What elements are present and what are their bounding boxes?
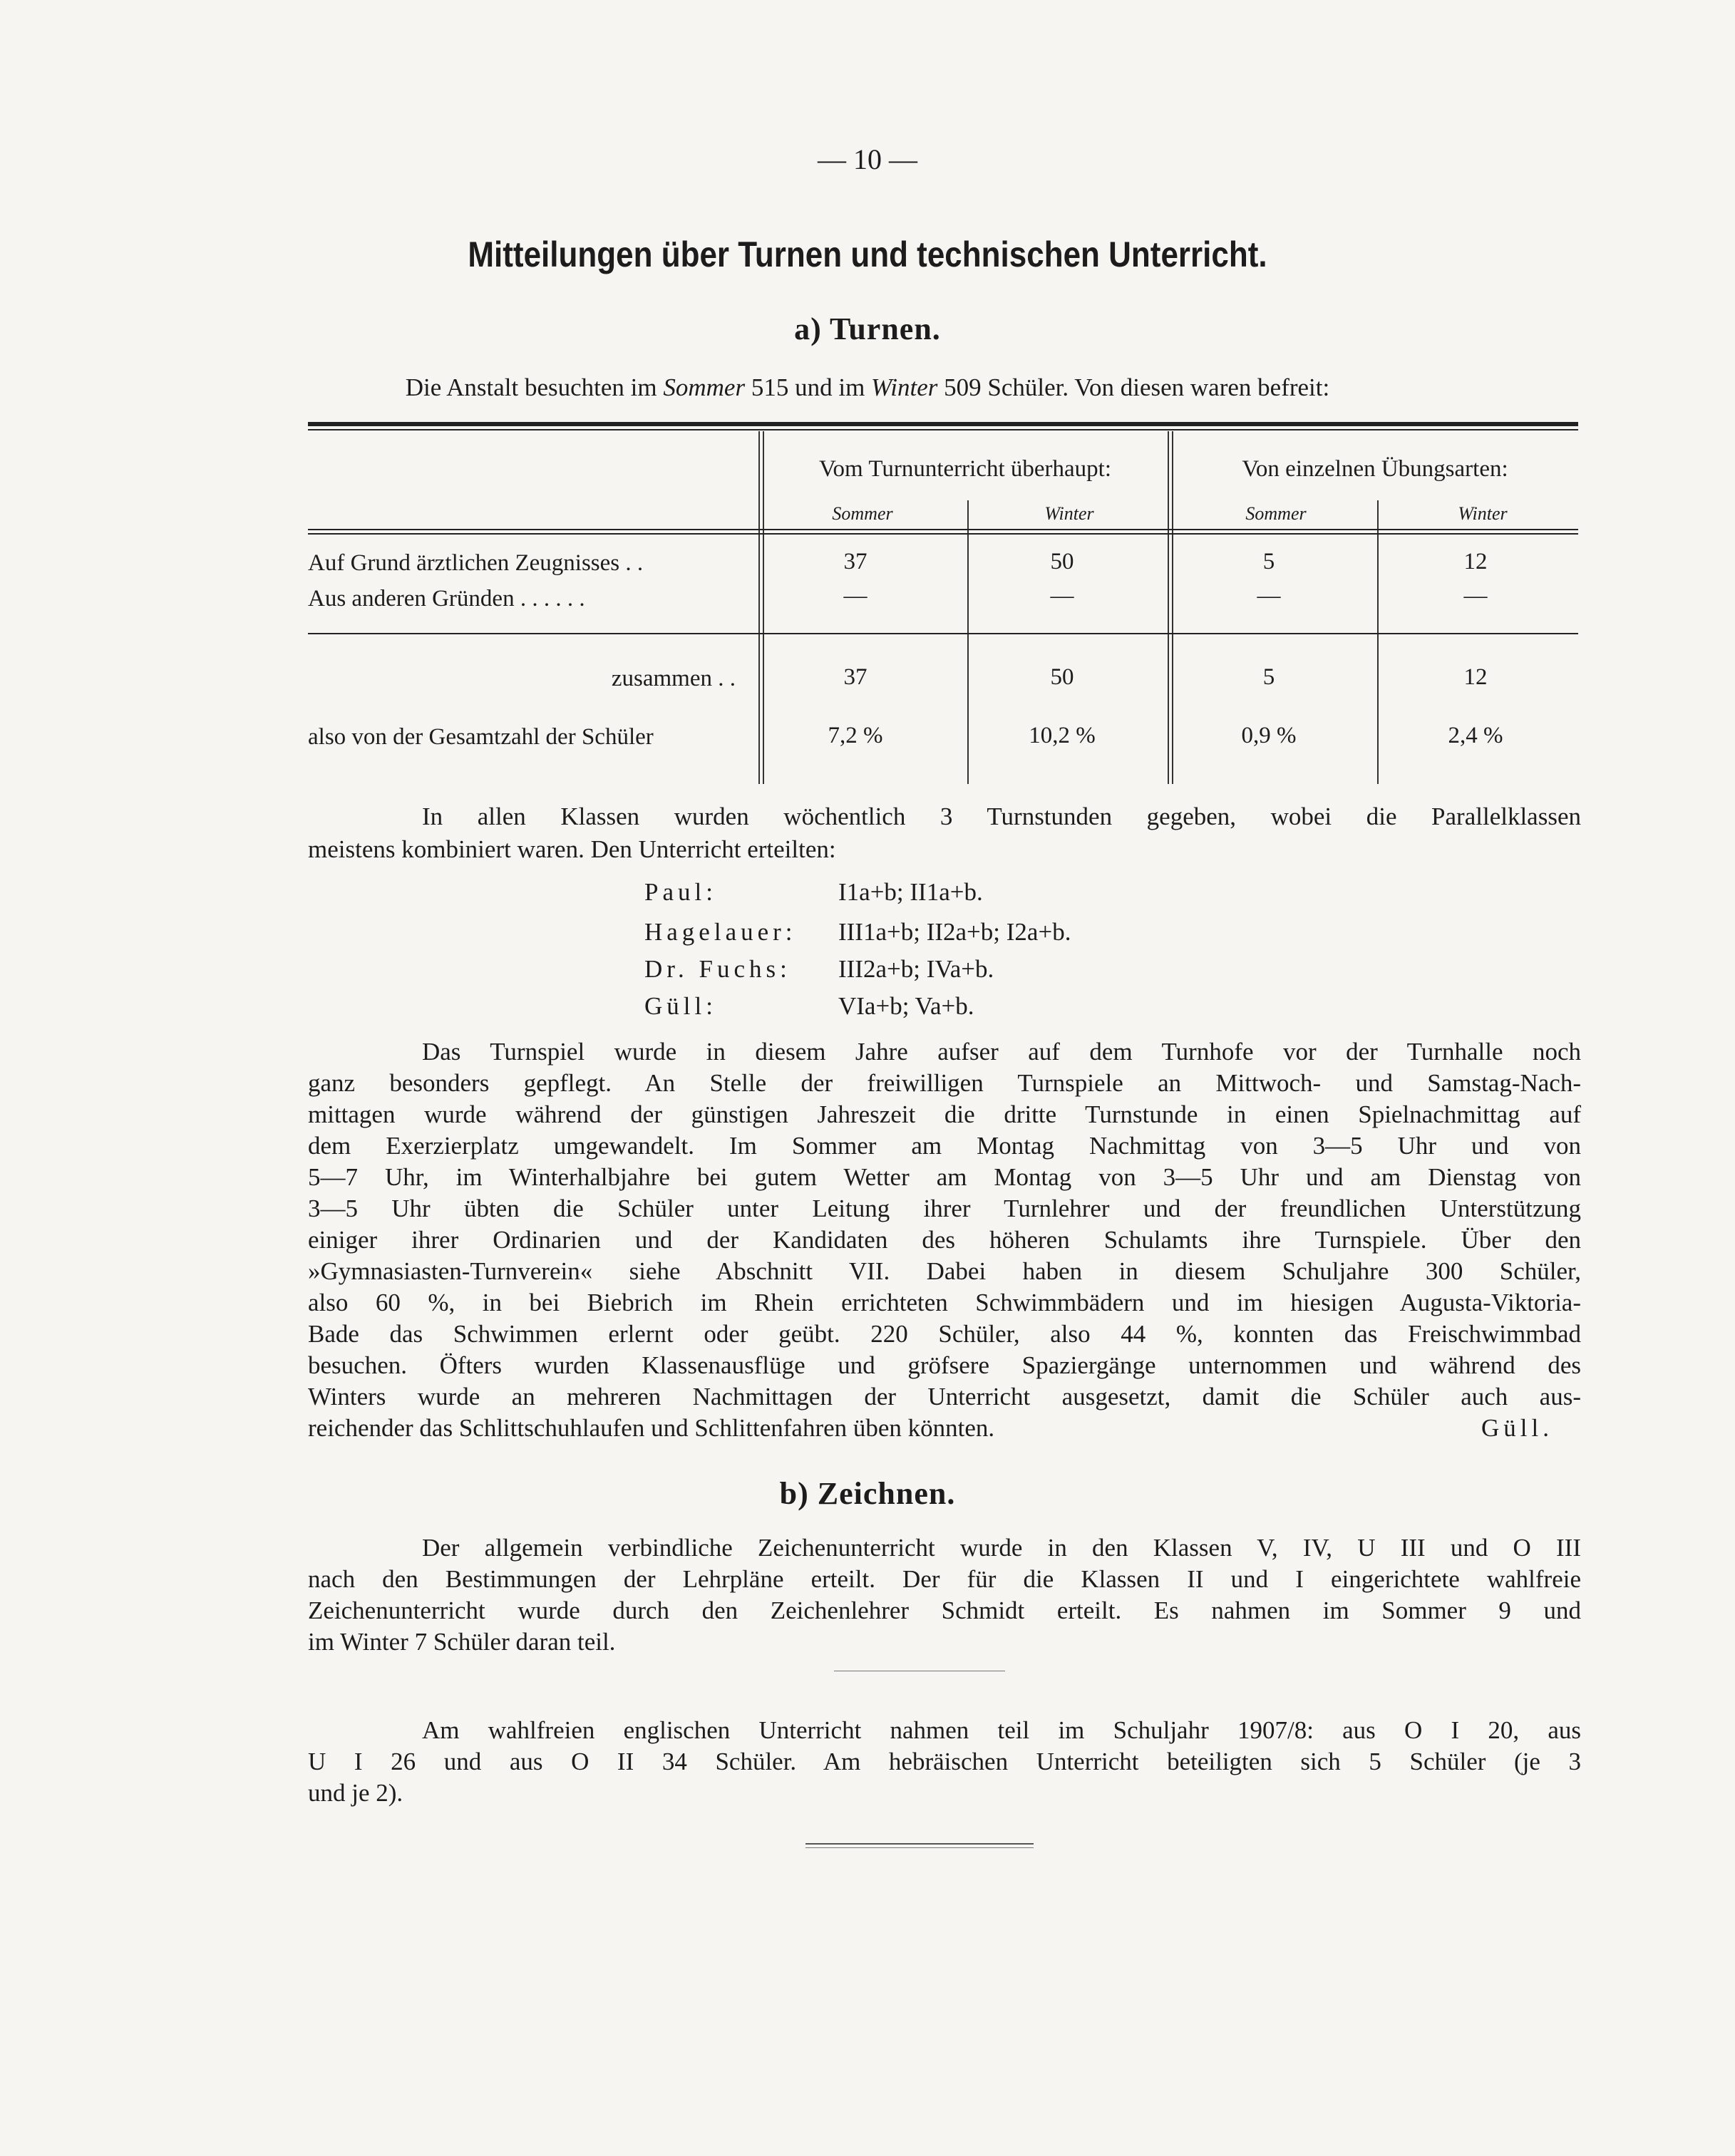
table-header-rule-2 (308, 533, 1578, 535)
para2-line: mittagen wurde während der günstigen Jahreszeit die dritte Turnstunde in einen Spielnachmittag auf (308, 1100, 1581, 1128)
cell-r2-c4: — (1463, 583, 1488, 609)
table-vline-4 (1377, 500, 1379, 784)
end-rule-2 (805, 1847, 1034, 1848)
cell-r1-c1: 37 (843, 549, 868, 574)
para4-line: Am wahlfreien englischen Unterricht nahmen teil im Schuljahr 1907/8: aus O I 20, aus (422, 1716, 1581, 1744)
para4-line: U I 26 und aus O II 34 Schüler. Am hebräischen Unterricht beteiligten sich 5 Schüler (je 3 (308, 1748, 1581, 1775)
group-header-2: Von einzelnen Übungsarten: (1242, 456, 1508, 482)
teacher-classes: III2a+b; IVa+b. (838, 955, 994, 983)
subhead-winter-2: Winter (1458, 503, 1508, 524)
cell-r3-c2: 50 (1050, 664, 1074, 690)
row-label-aerztlich: Auf Grund ärztlichen Zeugnisses . . (308, 550, 644, 576)
section-b-line: Der allgemein verbindliche Zeichenunterricht wurde in den Klassen V, IV, U III und O III (422, 1534, 1581, 1562)
para2-line: Das Turnspiel wurde in diesem Jahre aufser auf dem Turnhofe vor der Turnhalle noch (422, 1038, 1581, 1066)
cell-r2-c3: — (1257, 583, 1281, 609)
section-b-line: nach den Bestimmungen der Lehrpläne erteilt. Der für die Klassen II und I eingerichtete wahlfreie (308, 1565, 1581, 1593)
para2-line: Winters wurde an mehreren Nachmittagen der Unterricht ausgesetzt, damit die Schüler auch aus- (308, 1383, 1581, 1410)
cell-r2-c2: — (1050, 583, 1074, 609)
section-b-heading: b) Zeichnen. (779, 1476, 956, 1511)
teacher-name: Dr. Fuchs: (644, 955, 791, 983)
table-header-rule (308, 529, 1578, 530)
teacher-name: Paul: (644, 878, 717, 906)
row-label-gesamtzahl: also von der Gesamtzahl der Schüler (308, 724, 654, 750)
para2-line: besuchen. Öfters wurden Klassenausflüge und gröfsere Spaziergänge unternommen und während des (308, 1351, 1581, 1379)
page-title: Mitteilungen über Turnen und technischen Unterricht. (468, 234, 1267, 274)
cell-r2-c1: — (843, 583, 868, 609)
subhead-sommer-2: Sommer (1245, 503, 1307, 524)
table-top-rule-thin (308, 429, 1578, 430)
table-top-rule (308, 422, 1578, 426)
intro-line: Die Anstalt besuchten im Sommer 515 und im Winter 509 Schüler. Von diesen waren befreit: (405, 373, 1330, 401)
group-header-1: Vom Turnunterricht überhaupt: (818, 456, 1112, 482)
para2-line: einiger ihrer Ordinarien und der Kandidaten des höheren Schulamts ihre Turnspiele. Über den (308, 1226, 1581, 1254)
cell-r4-c2: 10,2 % (1029, 723, 1096, 748)
cell-r3-c1: 37 (843, 664, 868, 690)
para2-line: 5—7 Uhr, im Winterhalbjahre bei gutem Wetter am Montag von 3—5 Uhr und am Dienstag von (308, 1163, 1581, 1191)
cell-r1-c2: 50 (1050, 549, 1074, 574)
subhead-winter-1: Winter (1044, 503, 1094, 524)
teacher-name: Hagelauer: (644, 918, 797, 946)
page-number: — 10 — (818, 143, 917, 175)
cell-r4-c1: 7,2 % (828, 723, 883, 748)
teacher-classes: VIa+b; Va+b. (838, 992, 974, 1020)
table-sum-rule (308, 633, 1578, 634)
para2-line: Bade das Schwimmen erlernt oder geübt. 220 Schüler, also 44 %, konnten das Freischwimmbad (308, 1320, 1581, 1348)
para2-line: dem Exerzierplatz umgewandelt. Im Sommer am Montag Nachmittag von 3—5 Uhr und von (308, 1132, 1581, 1160)
section-b-line: Zeichenunterricht wurde durch den Zeichenlehrer Schmidt erteilt. Es nahmen im Sommer 9 und (308, 1597, 1581, 1624)
para2-line: ganz besonders gepflegt. An Stelle der freiwilligen Turnspiele an Mittwoch- und Samstag-Nach- (308, 1069, 1581, 1097)
row-label-zusammen: zusammen . . (611, 666, 736, 691)
para1-line-2: meistens kombiniert waren. Den Unterricht erteilten: (308, 835, 836, 863)
teacher-classes: I1a+b; II1a+b. (838, 878, 983, 906)
row-label-andere: Aus anderen Gründen . . . . . . (308, 586, 585, 612)
end-rule (805, 1843, 1034, 1845)
cell-r1-c4: 12 (1463, 549, 1488, 574)
subhead-sommer-1: Sommer (832, 503, 893, 524)
table-vline-3b (1172, 431, 1173, 784)
table-vline-1 (758, 431, 760, 784)
para4-line: und je 2). (308, 1779, 403, 1807)
section-b-line: im Winter 7 Schüler daran teil. (308, 1628, 616, 1656)
para2-line: »Gymnasiasten-Turnverein« siehe Abschnitt VII. Dabei haben in diesem Schuljahre 300 Schüler, (308, 1257, 1581, 1285)
cell-r4-c3: 0,9 % (1241, 723, 1297, 748)
signature: Güll. (1481, 1414, 1553, 1442)
para2-line: also 60 %, in bei Biebrich im Rhein errichteten Schwimmbädern und im hiesigen Augusta-Viktoria- (308, 1289, 1581, 1316)
para1-line-1: In allen Klassen wurden wöchentlich 3 Turnstunden gegeben, wobei die Parallelklassen (422, 803, 1581, 830)
teacher-classes: III1a+b; II2a+b; I2a+b. (838, 918, 1071, 946)
table-vline-2 (967, 500, 969, 784)
table-vline-3 (1168, 431, 1169, 784)
section-a-heading: a) Turnen. (794, 311, 941, 346)
cell-r3-c3: 5 (1262, 664, 1275, 690)
para2-line: 3—5 Uhr übten die Schüler unter Leitung ihrer Turnlehrer und der freundlichen Unterstützung (308, 1195, 1581, 1222)
para2-line: reichender das Schlittschuhlaufen und Schlittenfahren üben könnten. (308, 1414, 995, 1442)
cell-r3-c4: 12 (1463, 664, 1488, 690)
cell-r4-c4: 2,4 % (1448, 723, 1503, 748)
cell-r1-c3: 5 (1262, 549, 1275, 574)
teacher-name: Güll: (644, 992, 717, 1020)
